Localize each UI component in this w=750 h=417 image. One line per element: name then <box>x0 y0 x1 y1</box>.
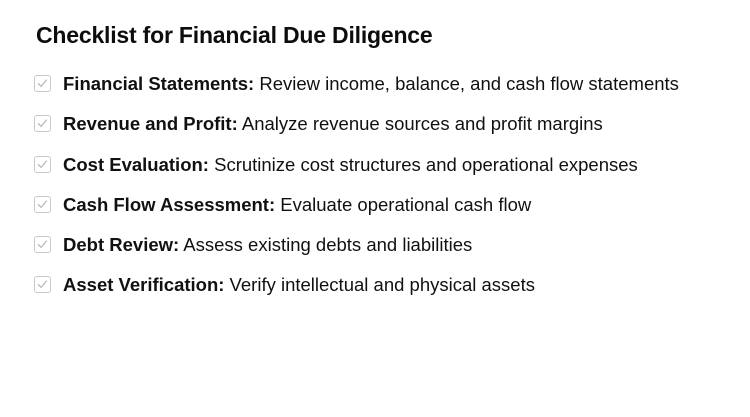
list-item-rest: Verify intellectual and physical assets <box>224 274 535 296</box>
list-item-lead: Cost Evaluation: <box>63 153 209 175</box>
list-item-lead: Revenue and Profit: <box>63 113 238 135</box>
check-icon <box>37 279 48 290</box>
list-item-rest: Review income, balance, and cash flow statements <box>254 73 679 94</box>
list-item-rest: Evaluate operational cash flow <box>275 193 532 215</box>
checklist <box>34 71 716 299</box>
check-icon <box>37 199 48 210</box>
list-item-rest: Assess existing debts and liabilities <box>179 234 473 256</box>
list-item-lead: Cash Flow Assessment: <box>63 193 276 215</box>
checkbox-cash-flow-assessment[interactable] <box>34 196 51 213</box>
list-item-lead: Debt Review: <box>63 234 180 256</box>
checkbox-financial-statements[interactable] <box>34 75 51 92</box>
check-icon <box>37 118 48 129</box>
check-icon <box>37 78 48 89</box>
list-item-rest: Analyze revenue sources and profit margins <box>237 113 603 135</box>
list-item[interactable] <box>34 192 716 218</box>
list-item[interactable] <box>34 111 716 137</box>
check-icon <box>37 239 48 250</box>
list-item-lead: Asset Verification: <box>63 274 225 296</box>
list-item-text <box>63 232 472 258</box>
page-title: Checklist for Financial Due Diligence <box>36 22 433 48</box>
list-item-rest: Scrutinize cost structures and operational expenses <box>208 153 638 175</box>
checkbox-cost-evaluation[interactable] <box>34 156 51 173</box>
list-item-lead: Financial Statements: <box>63 73 255 94</box>
list-item-text <box>63 111 603 137</box>
check-icon <box>37 159 48 170</box>
list-item[interactable] <box>34 272 716 298</box>
checkbox-debt-review[interactable] <box>34 236 51 253</box>
list-item[interactable] <box>34 152 716 178</box>
page-bottom-edge <box>0 411 750 417</box>
list-item-text <box>63 192 531 218</box>
list-item-text <box>63 71 679 97</box>
list-item[interactable] <box>34 71 716 97</box>
list-item-text <box>63 272 535 298</box>
list-item[interactable] <box>34 232 716 258</box>
list-item-text <box>63 152 638 178</box>
checkbox-asset-verification[interactable] <box>34 276 51 293</box>
checkbox-revenue-and-profit[interactable] <box>34 115 51 132</box>
